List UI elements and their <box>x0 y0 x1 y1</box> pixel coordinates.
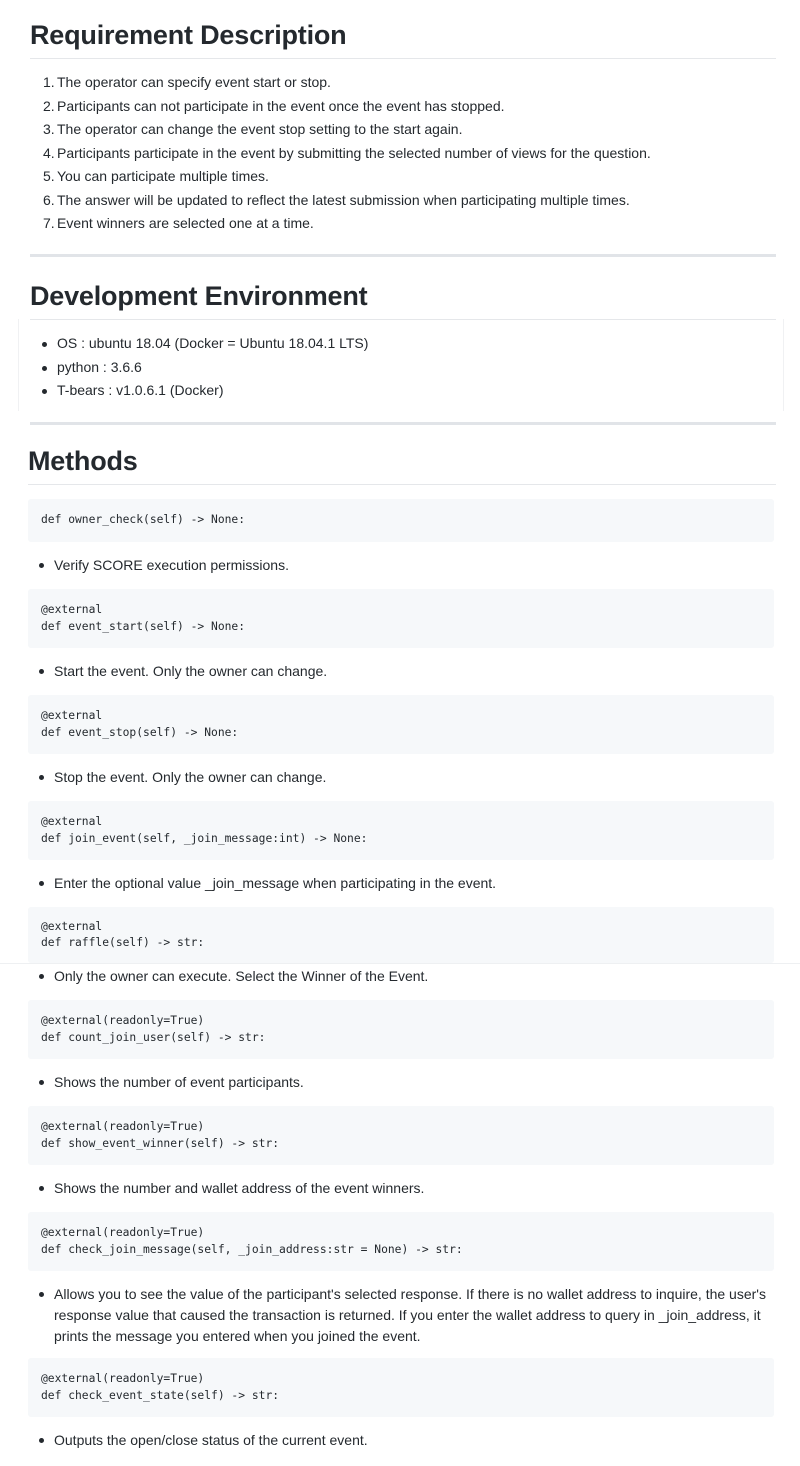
code-line: @external(readonly=True) <box>41 1120 205 1133</box>
method-description: Outputs the open/close status of the current event. <box>28 1430 768 1451</box>
requirement-item: 3. The operator can change the event stop setting to the start again. <box>43 121 463 137</box>
code-line: @external(readonly=True) <box>41 1372 205 1385</box>
code-line: def join_event(self, _join_message:int) -> None: <box>41 831 368 845</box>
method-code-block <box>28 1212 774 1271</box>
requirement-item: 7. Event winners are selected one at a time. <box>43 215 314 231</box>
section-divider <box>30 254 776 257</box>
method-description: Enter the optional value _join_message when participating in the event. <box>28 873 768 894</box>
method-code-block <box>28 1000 774 1059</box>
method-code-block <box>28 1358 774 1417</box>
method-description: Allows you to see the value of the participant's selected response. If there is no wallet address to inquire, the user's response value that caused the transaction is returned. If you enter the wallet address to query in _join_address, it prints the message you entered when you joined the event. <box>28 1284 768 1347</box>
requirements-heading: Requirement Description <box>30 20 347 50</box>
method-description: Shows the number and wallet address of the event winners. <box>28 1178 768 1199</box>
code-line: def check_join_message(self, _join_address:str = None) -> str: <box>41 1242 463 1256</box>
environment-item: python : 3.6.6 <box>30 356 776 380</box>
method-description: Verify SCORE execution permissions. <box>28 555 768 576</box>
method-code-block <box>28 499 774 542</box>
code-line: def check_event_state(self) -> str: <box>41 1388 280 1402</box>
code-line: def event_start(self) -> None: <box>41 619 246 633</box>
methods-heading-rule <box>28 484 776 485</box>
method-code-block <box>28 801 774 860</box>
requirements-heading-rule <box>30 58 776 59</box>
requirement-item: 5. You can participate multiple times. <box>43 168 269 184</box>
requirement-item: 2. Participants can not participate in the event once the event has stopped. <box>43 97 505 114</box>
method-description: Shows the number of event participants. <box>28 1072 768 1093</box>
requirement-item: 6. The answer will be updated to reflect the latest submission when participating multiple times. <box>43 191 630 208</box>
method-code-block <box>28 589 774 648</box>
method-description: Only the owner can execute. Select the Winner of the Event. <box>28 966 768 987</box>
environment-heading: Development Environment <box>30 281 368 311</box>
method-description: Stop the event. Only the owner can change. <box>28 767 768 788</box>
environment-item: OS : ubuntu 18.04 (Docker = Ubuntu 18.04.1 LTS) <box>30 332 776 356</box>
code-line: @external(readonly=True) <box>41 1226 205 1239</box>
requirement-item: 4. Participants participate in the event by submitting the selected number of views for the question. <box>43 144 651 161</box>
code-line: @external <box>41 709 103 722</box>
code-line: @external <box>41 815 103 828</box>
code-line: def owner_check(self) -> None: <box>41 513 246 527</box>
environment-list <box>30 332 776 403</box>
environment-heading-rule <box>30 319 776 320</box>
screenshot-seam <box>0 963 800 964</box>
section-divider <box>30 422 776 425</box>
method-description: Start the event. Only the owner can change. <box>28 661 768 682</box>
code-line: def raffle(self) -> str: <box>41 936 205 949</box>
method-code-block <box>28 695 774 754</box>
requirement-item: 1. The operator can specify event start or stop. <box>43 74 331 90</box>
method-code-block <box>28 1106 774 1165</box>
code-line: def event_stop(self) -> None: <box>41 725 239 739</box>
methods-heading: Methods <box>28 446 138 476</box>
code-line: @external <box>41 603 103 616</box>
code-line: def show_event_winner(self) -> str: <box>41 1136 280 1150</box>
code-line: @external <box>41 919 103 933</box>
requirements-list <box>30 71 776 236</box>
environment-item: T-bears : v1.0.6.1 (Docker) <box>30 379 776 403</box>
method-code-block <box>28 907 774 963</box>
code-line: def count_join_user(self) -> str: <box>41 1030 266 1044</box>
code-line: @external(readonly=True) <box>41 1014 205 1027</box>
